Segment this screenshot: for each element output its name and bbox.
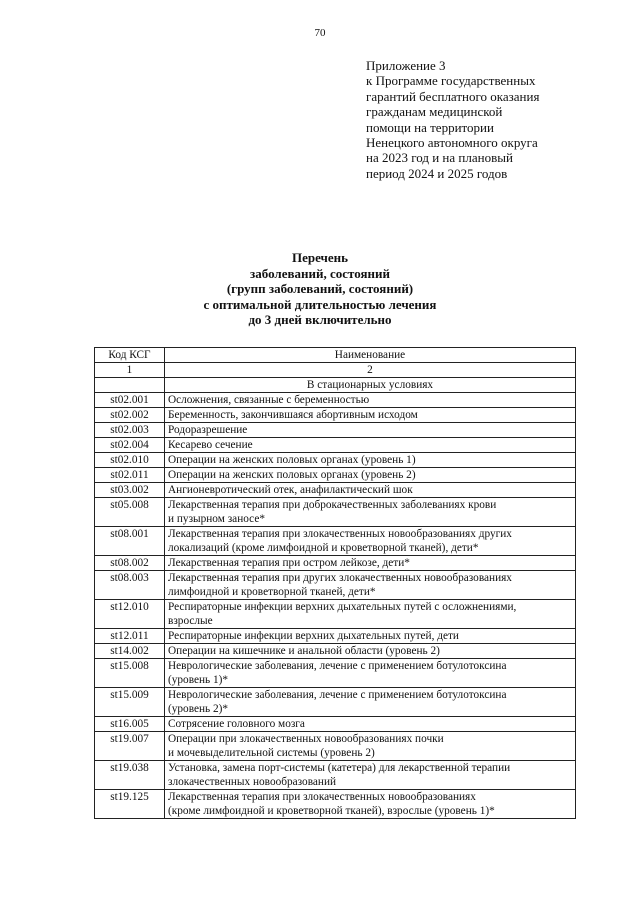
ksg-name <box>165 408 576 423</box>
ksg-name-line: злокачественных новообразований <box>168 776 337 788</box>
table-row <box>95 659 576 688</box>
ksg-name <box>165 659 576 688</box>
appendix-line: гарантий бесплатного оказания <box>366 88 540 104</box>
ksg-code: st15.009 <box>95 688 165 717</box>
table-row <box>95 717 576 732</box>
ksg-name-line: Лекарственная терапия при злокачественных новообразованиях других <box>168 528 512 540</box>
table-row <box>95 453 576 468</box>
ksg-code: st16.005 <box>95 717 165 732</box>
table-row <box>95 556 576 571</box>
ksg-name <box>165 761 576 790</box>
ksg-name <box>165 644 576 659</box>
table-row <box>95 571 576 600</box>
ksg-name <box>165 790 576 819</box>
ksg-name-line: Кесарево сечение <box>168 439 253 451</box>
ksg-name-line: (кроме лимфоидной и кроветворной тканей), взрослые (уровень 1)* <box>168 805 495 817</box>
ksg-name-line: Осложнения, связанные с беременностью <box>168 394 370 406</box>
table-row <box>95 438 576 453</box>
ksg-name-line: Родоразрешение <box>168 424 248 436</box>
table-row <box>95 600 576 629</box>
ksg-code: st02.003 <box>95 423 165 438</box>
appendix-line: Ненецкого автономного округа <box>366 135 538 151</box>
ksg-code: st02.001 <box>95 393 165 408</box>
ksg-code: st12.011 <box>95 629 165 644</box>
page-number: 70 <box>314 27 326 39</box>
appendix-note <box>366 58 539 181</box>
table-header-row <box>95 348 576 363</box>
ksg-name-line: (уровень 1)* <box>168 674 229 686</box>
table-number-row <box>95 363 576 378</box>
section-row <box>95 378 576 393</box>
ksg-name <box>165 438 576 453</box>
document-title <box>0 250 640 328</box>
title-line: до 3 дней включительно <box>248 312 392 327</box>
ksg-name-line: Ангионевротический отек, анафилактический шок <box>168 484 413 496</box>
ksg-code: st03.002 <box>95 483 165 498</box>
ksg-name-line: Лекарственная терапия при доброкачественных заболеваниях крови <box>168 499 497 511</box>
column-number: 1 <box>95 363 165 378</box>
table-row <box>95 688 576 717</box>
appendix-line: помощи на территории <box>366 119 494 135</box>
ksg-name-line: Лекарственная терапия при других злокачественных новообразованиях <box>168 572 512 584</box>
ksg-code: st05.008 <box>95 498 165 527</box>
ksg-name-line: и пузырном заносе* <box>168 513 265 525</box>
title-line: с оптимальной длительностью лечения <box>203 296 437 312</box>
ksg-name-line: Установка, замена порт-системы (катетера) для лекарственной терапии <box>168 762 511 774</box>
ksg-name-line: лимфоидной и кроветворной тканей, дети* <box>168 586 376 598</box>
ksg-name-line: Респираторные инфекции верхних дыхательных путей с осложнениями, <box>168 601 517 613</box>
ksg-name-line: Операции при злокачественных новообразованиях почки <box>168 733 444 745</box>
ksg-code: st14.002 <box>95 644 165 659</box>
ksg-code: st08.003 <box>95 571 165 600</box>
ksg-name <box>165 732 576 761</box>
ksg-name <box>165 688 576 717</box>
ksg-name-line: Сотрясение головного мозга <box>168 718 305 730</box>
ksg-name-line: Неврологические заболевания, лечение с применением ботулотоксина <box>168 660 507 672</box>
ksg-name-line: Операции на женских половых органах (уровень 1) <box>168 454 416 466</box>
title-line: Перечень <box>291 250 349 265</box>
appendix-line: к Программе государственных <box>366 73 536 89</box>
ksg-name <box>165 498 576 527</box>
ksg-code: st02.011 <box>95 468 165 483</box>
ksg-code: st15.008 <box>95 659 165 688</box>
appendix-line: период 2024 и 2025 годов <box>366 165 508 181</box>
title-line: заболеваний, состояний <box>250 265 390 281</box>
ksg-name <box>165 556 576 571</box>
table-row <box>95 644 576 659</box>
ksg-name-line: взрослые <box>168 615 213 627</box>
table-row <box>95 732 576 761</box>
ksg-code: st19.125 <box>95 790 165 819</box>
ksg-name <box>165 527 576 556</box>
table-row <box>95 468 576 483</box>
ksg-name-line: Беременность, закончившаяся абортивным исходом <box>168 409 418 421</box>
ksg-code: st12.010 <box>95 600 165 629</box>
ksg-code: st19.007 <box>95 732 165 761</box>
ksg-table <box>94 347 576 819</box>
appendix-line: Приложение 3 <box>366 58 446 73</box>
header-code: Код КСГ <box>95 348 165 363</box>
table-row <box>95 393 576 408</box>
section-code-cell <box>95 378 165 393</box>
ksg-name-line: Операции на кишечнике и анальной области (уровень 2) <box>168 645 440 657</box>
table-row <box>95 761 576 790</box>
section-title: В стационарных условиях <box>165 378 576 393</box>
ksg-name <box>165 629 576 644</box>
table-row <box>95 408 576 423</box>
table-row <box>95 498 576 527</box>
ksg-name <box>165 393 576 408</box>
appendix-line: на 2023 год и на плановый <box>366 150 513 166</box>
table-row <box>95 629 576 644</box>
ksg-name <box>165 571 576 600</box>
ksg-name <box>165 483 576 498</box>
ksg-name <box>165 717 576 732</box>
ksg-code: st08.002 <box>95 556 165 571</box>
appendix-line: гражданам медицинской <box>366 104 503 120</box>
ksg-code: st08.001 <box>95 527 165 556</box>
ksg-name <box>165 423 576 438</box>
ksg-name-line: локализаций (кроме лимфоидной и кроветворной тканей), дети* <box>168 542 479 554</box>
title-line: (групп заболеваний, состояний) <box>226 281 414 296</box>
ksg-code: st02.010 <box>95 453 165 468</box>
ksg-code: st19.038 <box>95 761 165 790</box>
ksg-name-line: Лекарственная терапия при злокачественных новообразованиях <box>168 791 476 803</box>
table-row <box>95 790 576 819</box>
header-name: Наименование <box>165 348 576 363</box>
ksg-code: st02.002 <box>95 408 165 423</box>
table-row <box>95 423 576 438</box>
column-number: 2 <box>165 363 576 378</box>
ksg-name-line: Лекарственная терапия при остром лейкозе, дети* <box>168 557 410 569</box>
ksg-name-line: Респираторные инфекции верхних дыхательных путей, дети <box>168 630 459 642</box>
ksg-code: st02.004 <box>95 438 165 453</box>
ksg-name-line: и мочевыделительной системы (уровень 2) <box>168 747 375 759</box>
ksg-name <box>165 468 576 483</box>
table-row <box>95 483 576 498</box>
ksg-name-line: Неврологические заболевания, лечение с применением ботулотоксина <box>168 689 507 701</box>
ksg-name-line: Операции на женских половых органах (уровень 2) <box>168 469 416 481</box>
ksg-name-line: (уровень 2)* <box>168 703 229 715</box>
table-row <box>95 527 576 556</box>
ksg-name <box>165 600 576 629</box>
ksg-name <box>165 453 576 468</box>
